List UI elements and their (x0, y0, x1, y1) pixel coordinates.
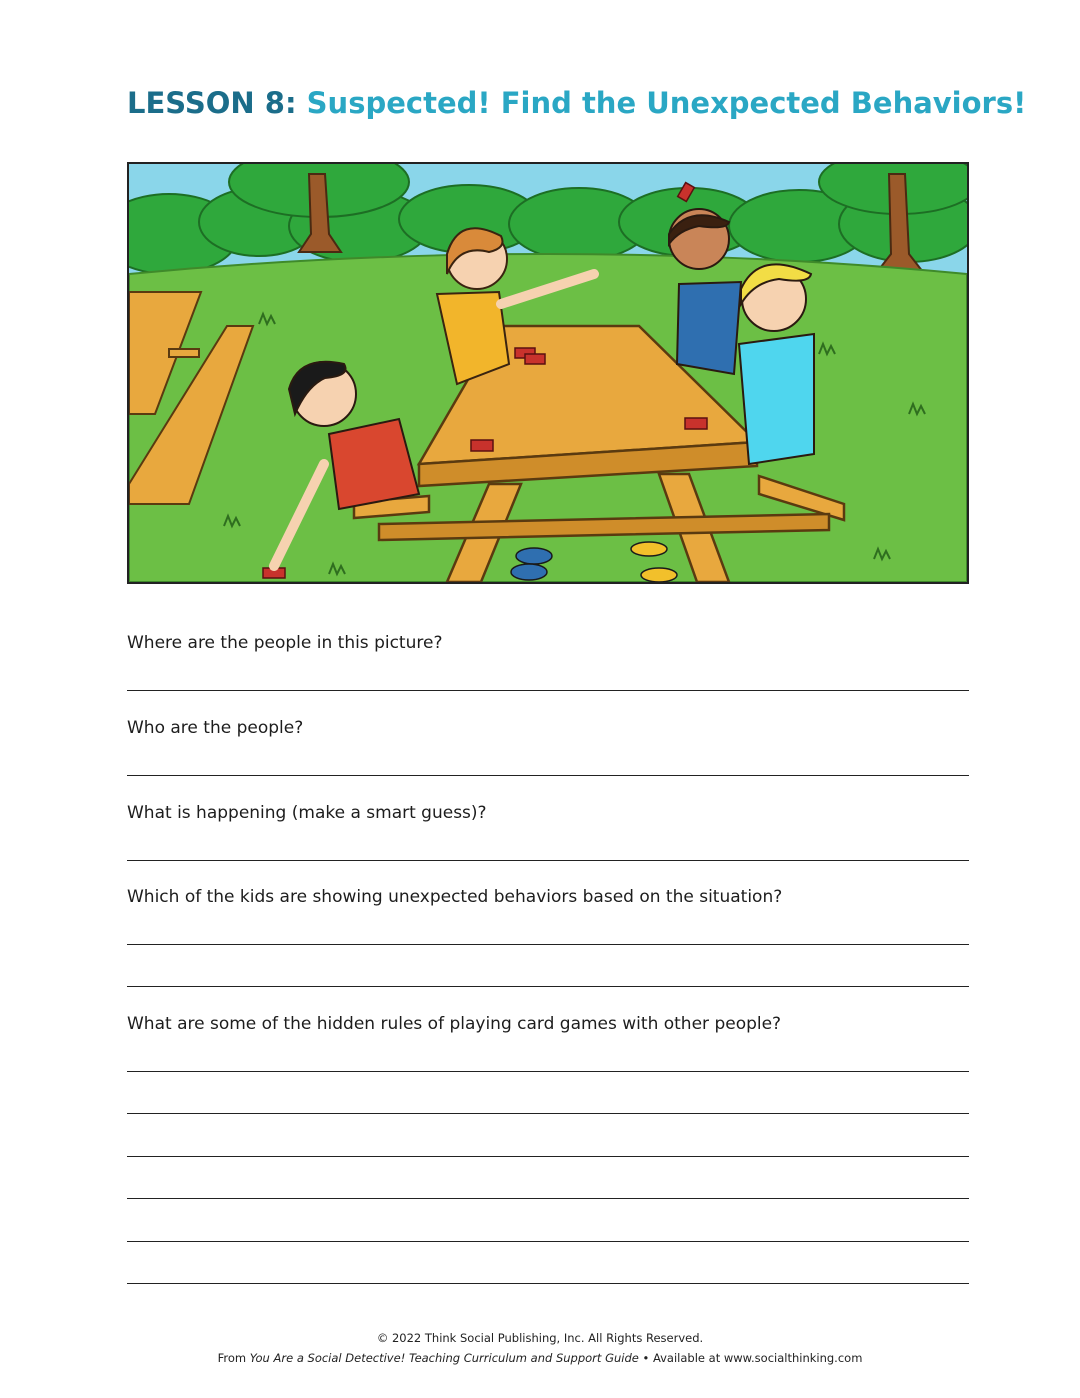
question-1: Where are the people in this picture? (127, 633, 443, 653)
lesson-number: LESSON 8: (127, 86, 297, 120)
question-3: What is happening (make a smart guess)? (127, 803, 487, 823)
footer-prefix: From (217, 1351, 250, 1365)
page-title (127, 86, 1027, 120)
answer-line[interactable] (127, 986, 969, 987)
question-4: Which of the kids are showing unexpected behaviors based on the situation? (127, 887, 783, 907)
footer-availability: • Available at www.socialthinking.com (638, 1351, 863, 1365)
answer-line[interactable] (127, 944, 969, 945)
footer-copyright: © 2022 Think Social Publishing, Inc. All Rights Reserved. (376, 1331, 704, 1345)
answer-line[interactable] (127, 690, 969, 691)
answer-line[interactable] (127, 1198, 969, 1199)
answer-line[interactable] (127, 1241, 969, 1242)
answer-line[interactable] (127, 1071, 969, 1072)
footer-source (0, 1351, 1080, 1365)
question-5: What are some of the hidden rules of playing card games with other people? (127, 1014, 782, 1034)
answer-line[interactable] (127, 775, 969, 776)
answer-line[interactable] (127, 860, 969, 861)
answer-line[interactable] (127, 1156, 969, 1157)
question-2: Who are the people? (127, 718, 304, 738)
footer-book-title: You Are a Social Detective! Teaching Curriculum and Support Guide (249, 1351, 639, 1365)
picnic-scene-illustration (127, 162, 969, 584)
answer-line[interactable] (127, 1283, 969, 1284)
answer-line[interactable] (127, 1113, 969, 1114)
lesson-headline: Suspected! Find the Unexpected Behaviors! (306, 86, 1027, 120)
